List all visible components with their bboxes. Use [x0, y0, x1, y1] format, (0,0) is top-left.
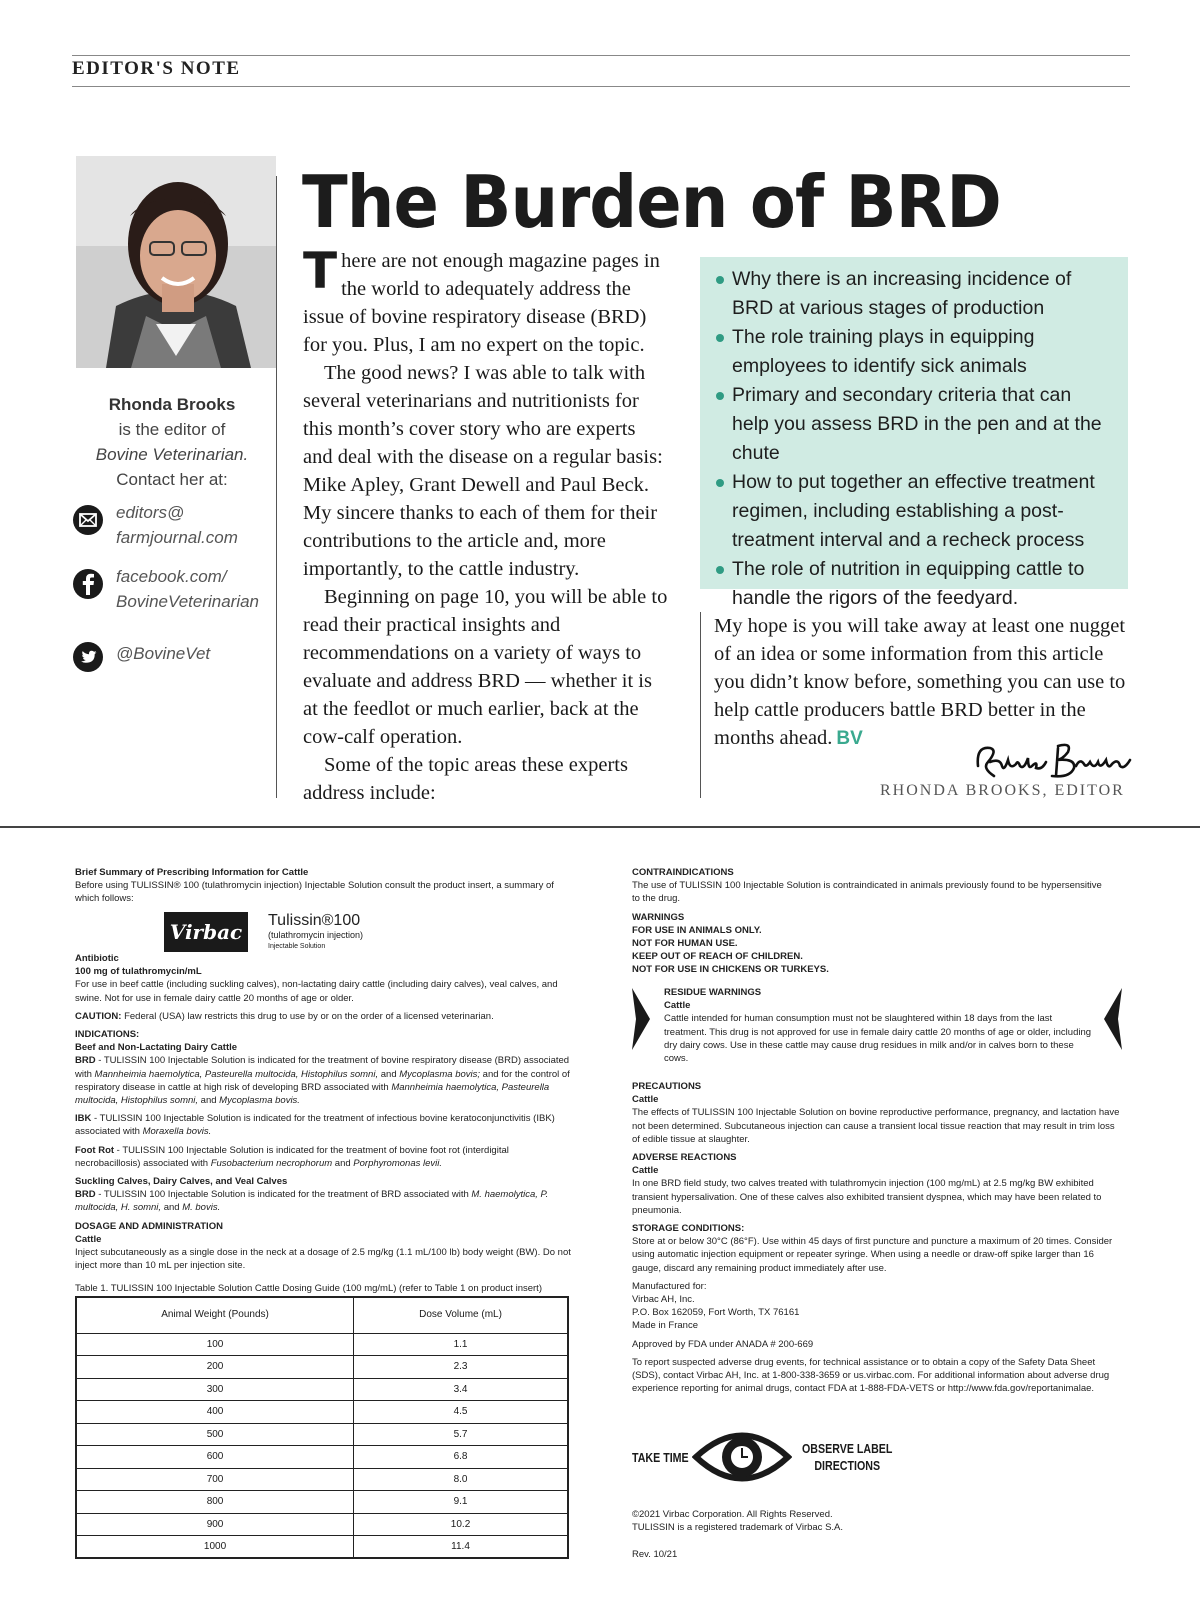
signature-image: [972, 736, 1134, 784]
dosing-table: [75, 1296, 569, 1559]
ad-left-indications: Antibiotic 100 mg of tulathromycin/mL For use in beef cattle (including suckling calves), non-lactating dairy cattle (including dairy calves), veal calves, and swine. Not for use in female dairy cattle 20 months of age or older. CAUTION: Federal (USA) law restricts this drug to use by or on the order of a licensed veterinarian. INDICATIONS: Beef and Non-Lactating Dairy Cattle BRD - TULISSIN 100 Injectable Solution is indicated for the treatment of bovine respiratory disease (BRD) associated with Mannheimia haemolytica, Pasteurella multocida, Histophilus somni, and Mycoplasma bovis; and for the control of respiratory disease in cattle at high risk of developing BRD associated with Mannheimia haemolytica, Pasteurella multocida, Histophilus somni, and Mycoplasma bovis. IBK - TULISSIN 100 Injectable Solution is indicated for the treatment of infectious bovine keratoconjunctivitis (IBK) associated with Moraxella bovis. Foot Rot - TULISSIN 100 Injectable Solution is indicated for the treatment of bovine foot rot (interdigital necrobacillosis) associated with Fusobacterium necrophorum and Porphyromonas levii. Suckling Calves, Dairy Calves, and Veal Calves BRD - TULISSIN 100 Injectable Solution is indicated for the treatment of BRD associated with M. haemolytica, P. multocida, H. somni, and M. bovis. DOSAGE AND ADMINISTRATION Cattle Inject subcutaneously as a single dose in the neck at a dosage of 2.5 mg/kg (1.1 mL/100 lb) body weight (BW). Do not inject more than 10 mL per injection site.: [75, 952, 575, 1272]
ad-right-top: CONTRAINDICATIONS The use of TULISSIN 100 Injectable Solution is contraindicated in animals previously found to be hypersensitive to the drug. WARNINGS FOR USE IN ANIMALS ONLY. NOT FOR HUMAN USE. KEEP OUT OF REACH OF CHILDREN. NOT FOR USE IN CHICKENS OR TURKEYS.: [632, 867, 1102, 976]
precautions-text: The effects of TULISSIN 100 Injectable Solution on bovine reproductive performance, pregnancy, and lactation have not been determined. Subcutaneous injection can cause a transient local tissue reaction that may result in trim loss of edible tissue at slaughter.: [632, 1107, 1120, 1145]
eye-clock-icon: [692, 1424, 792, 1490]
paragraph-2: The good news? I was able to talk with several veterinarians and nutritionists for this month’s cover story who are experts and deal with the disease on a regular basis: Mike Apley, Grant Dewell and Paul Beck. My sincere thanks to each of them for their contributions to the article and, more importantly, to the cattle industry.: [303, 362, 663, 580]
closing-text: My hope is you will take away at least one nugget of an idea or some information from this article you didn’t know before, something you can use to help cattle producers battle BRD better in the months ahead.: [714, 615, 1126, 749]
drop-cap: T: [303, 242, 338, 300]
product-logos: [164, 912, 363, 952]
twitter-handle: @BovineVet: [116, 644, 211, 663]
dosage-text: Inject subcutaneously as a single dose in the neck at a dosage of 2.5 mg/kg (1.1 mL/100 lb) body weight (BW). Do not inject more than 10 mL per injection site.: [75, 1247, 571, 1272]
left-arrow-icon: [632, 988, 650, 1050]
take-time-badge: [630, 1424, 900, 1494]
table-header: Animal Weight (Pounds): [76, 1297, 354, 1333]
fda-approval: Approved by FDA under ANADA # 200-669: [632, 1338, 814, 1350]
paragraph-3: Beginning on page 10, you will be able to read their practical insights and recommendations on a variety of ways to evaluate and address BRD — whether it is at the feedlot or much earlier, back at the cow-calf operation.: [303, 586, 668, 748]
table-row: 100 1.1: [76, 1333, 568, 1356]
brief-title: Brief Summary of Prescribing Information for Cattle: [75, 867, 309, 878]
email-line-1: editors@: [116, 503, 185, 522]
trademark: TULISSIN is a registered trademark of Virbac S.A.: [632, 1522, 844, 1534]
facebook-line-1: facebook.com/: [116, 567, 227, 586]
table-row: 200 2.3: [76, 1356, 568, 1379]
table-header: Dose Volume (mL): [354, 1297, 568, 1333]
paragraph-1: There are not enough magazine pages in the world to adequately address the issue of bovine respiratory disease (BRD) for you. Plus, I am no expert on the topic.: [303, 242, 660, 356]
observe-label: OBSERVE LABEL DIRECTIONS: [802, 1441, 893, 1473]
storage-text: Store at or below 30°C (86°F). Use within 45 days of first puncture and puncture a maximum of 20 times. Consider using automatic injection equipment or repeater syringe. When using a needle or draw-off spike larger than 16 gauge, discard any remaining product immediately after use.: [632, 1236, 1113, 1274]
table-row: 400 4.5: [76, 1401, 568, 1424]
bv-mark: BV: [836, 728, 863, 749]
sidebar-divider: [276, 176, 277, 798]
editor-name: Rhonda Brooks: [108, 395, 236, 414]
ad-left-column: [75, 866, 575, 906]
article-title: The Burden of BRD: [302, 160, 1001, 244]
footrot-indication: Foot Rot - TULISSIN 100 Injectable Solution is indicated for the treatment of bovine foot rot (interdigital necrobacillosis) associated with Fusobacterium necrophorum and Porphyromonas levii.: [75, 1144, 509, 1169]
header-top-rule: [72, 55, 1130, 56]
contra-text: The use of TULISSIN 100 Injectable Solution is contraindicated in animals previously found to be hypersensitive to the drug.: [632, 880, 1102, 905]
table-row: 1000 11.4: [76, 1536, 568, 1559]
closing-divider: [700, 612, 701, 798]
caution-text: CAUTION: Federal (USA) law restricts this drug to use by or on the order of a licensed veterinarian.: [75, 1010, 494, 1022]
table-row: 900 10.2: [76, 1513, 568, 1536]
take-time-label: TAKE TIME: [632, 1450, 689, 1465]
ad-right-middle: PRECAUTIONS Cattle The effects of TULISSIN 100 Injectable Solution on bovine reproductive performance, pregnancy, and lactation have not been determined. Subcutaneous injection can cause a transient local tissue reaction that may result in trim loss of edible tissue at slaughter. ADVERSE REACTIONS Cattle In one BRD field study, two calves treated with tulathromycin injection (100 mg/mL) at 2.5 mg/kg BW exhibited transient hypersalivation. One of these calves also exhibited transient dyspnea, which may have been related to pneumonia. STORAGE CONDITIONS: Store at or below 30°C (86°F). Use within 45 days of first puncture and puncture a maximum of 20 times. Consider using automatic injection equipment or repeater syringe. When using a needle or draw-off spike larger than 16 gauge, discard any remaining product immediately after use. Manufactured for: Virbac AH, Inc. P.O. Box 162059, Fort Worth, TX 76161 Made in France Approved by FDA under ANADA # 200-669 To report suspected adverse drug events, for technical assistance or to obtain a copy of the Safety Data Sheet (SDS), contact Virbac AH, Inc. at 1-800-338-3659 or us.virbac.com. For additional information about adverse drug experience reporting for animal drugs, contact FDA at 1-888-FDA-VETS or http://www.fda.gov/reportanimalae.: [632, 1080, 1124, 1395]
topic-bullet: The role of nutrition in equipping cattle to handle the rigors of the feedyard.: [716, 555, 1112, 613]
signature-caption: RHONDA BROOKS, EDITOR: [880, 782, 1125, 799]
ad-divider: [0, 826, 1200, 828]
topics-callout: [700, 257, 1128, 609]
right-arrow-icon: [1104, 988, 1122, 1050]
copyright: ©2021 Virbac Corporation. All Rights Reserved.: [632, 1509, 833, 1520]
header-bottom-rule: [72, 86, 1130, 87]
email-line-2: farmjournal.com: [116, 528, 238, 547]
contact-twitter[interactable]: [72, 637, 272, 673]
editor-photo: [76, 156, 276, 368]
facebook-line-2: BovineVeterinarian: [116, 592, 260, 611]
brief-text: Before using TULISSIN® 100 (tulathromycin injection) Injectable Solution consult the product insert, a summary of which follows:: [75, 880, 554, 905]
table-row: 600 6.8: [76, 1446, 568, 1469]
contact-email[interactable]: [72, 500, 272, 550]
virbac-logo: Virbac: [164, 912, 248, 952]
table-row: 500 5.7: [76, 1423, 568, 1446]
ibk-indication: IBK - TULISSIN 100 Injectable Solution is indicated for the treatment of infectious bovine keratoconjunctivitis (IBK) associated with Moraxella bovis.: [75, 1113, 555, 1138]
twitter-icon: [72, 641, 104, 673]
calves-indication: BRD - TULISSIN 100 Injectable Solution is indicated for the treatment of BRD associated with M. haemolytica, P. multocida, H. somni, and M. bovis.: [75, 1189, 549, 1214]
contact-facebook[interactable]: [72, 564, 272, 614]
editor-bio: [72, 392, 272, 492]
revision: Rev. 10/21: [632, 1549, 678, 1561]
topic-bullet: The role training plays in equipping employees to identify sick animals: [716, 323, 1112, 381]
table-row: 300 3.4: [76, 1378, 568, 1401]
section-label: EDITOR'S NOTE: [72, 58, 241, 79]
contact-prompt: Contact her at:: [116, 470, 228, 489]
brd-indication: BRD - TULISSIN 100 Injectable Solution is indicated for the treatment of bovine respiratory disease (BRD) associated with Mannheimia haemolytica, Pasteurella multocida, Histophilus somni, and Mycoplasma bovis; and for the control of respiratory disease in cattle at high risk of developing BRD associated with Mannheimia haemolytica, Pasteurella multocida, Histophilus somni, and Mycoplasma bovis.: [75, 1055, 570, 1107]
paragraph-4: Some of the topic areas these experts address include:: [303, 754, 628, 804]
article-body: [303, 242, 668, 807]
publication-name: Bovine Veterinarian.: [95, 445, 249, 464]
residue-text: Cattle intended for human consumption must not be slaughtered within 18 days from the last treatment. This drug is not approved for use in female dairy cattle 20 months of age or older, including dry dairy cows. Use in these cattle may cause drug residues in milk and/or in calves born to these cows.: [664, 1013, 1092, 1065]
email-icon: [72, 504, 104, 536]
bio-line: is the editor of: [118, 420, 226, 439]
topic-bullet: How to put together an effective treatment regimen, including establishing a post-treatment interval and a recheck process: [716, 468, 1112, 555]
topic-bullet: Primary and secondary criteria that can help you assess BRD in the pen and at the chute: [716, 381, 1112, 468]
table-row: 800 9.1: [76, 1491, 568, 1514]
tulissin-logo: Tulissin®100 (tulathromycin injection) Injectable Solution: [268, 912, 364, 950]
adverse-text: In one BRD field study, two calves treated with tulathromycin injection (100 mg/mL) at 2.5 mg/kg BW exhibited transient hypersalivation. One of these calves also exhibited transient dyspnea, which may have been related to pneumonia.: [632, 1178, 1102, 1216]
closing-paragraph: [714, 612, 1134, 753]
facebook-icon: [72, 568, 104, 600]
table-row: 700 8.0: [76, 1468, 568, 1491]
residue-warnings: RESIDUE WARNINGS Cattle Cattle intended for human consumption must not be slaughtered within 18 days from the last treatment. This drug is not approved for use in female dairy cattle 20 months of age or older, including dry dairy cows. Use in these cattle may cause drug residues in milk and/or in calves born to these cows.: [664, 986, 1094, 1065]
report-text: To report suspected adverse drug events, for technical assistance or to obtain a copy of the Safety Data Sheet (SDS), contact Virbac AH, Inc. at 1-800-338-3659 or us.virbac.com. For additional information about adverse drug experience reporting for animal drugs, contact FDA at 1-888-FDA-VETS or http://www.fda.gov/reportanimalae.: [632, 1356, 1110, 1395]
topic-bullet: Why there is an increasing incidence of BRD at various stages of production: [716, 265, 1112, 323]
use-text: For use in beef cattle (including suckling calves), non-lactating dairy cattle (including dairy calves), veal calves, and swine. Not for use in female dairy cattle 20 months of age or older.: [75, 979, 558, 1004]
table-caption: Table 1. TULISSIN 100 Injectable Solution Cattle Dosing Guide (100 mg/mL) (refer to Table 1 on product insert): [75, 1283, 542, 1294]
ad-footer: [632, 1508, 1102, 1562]
